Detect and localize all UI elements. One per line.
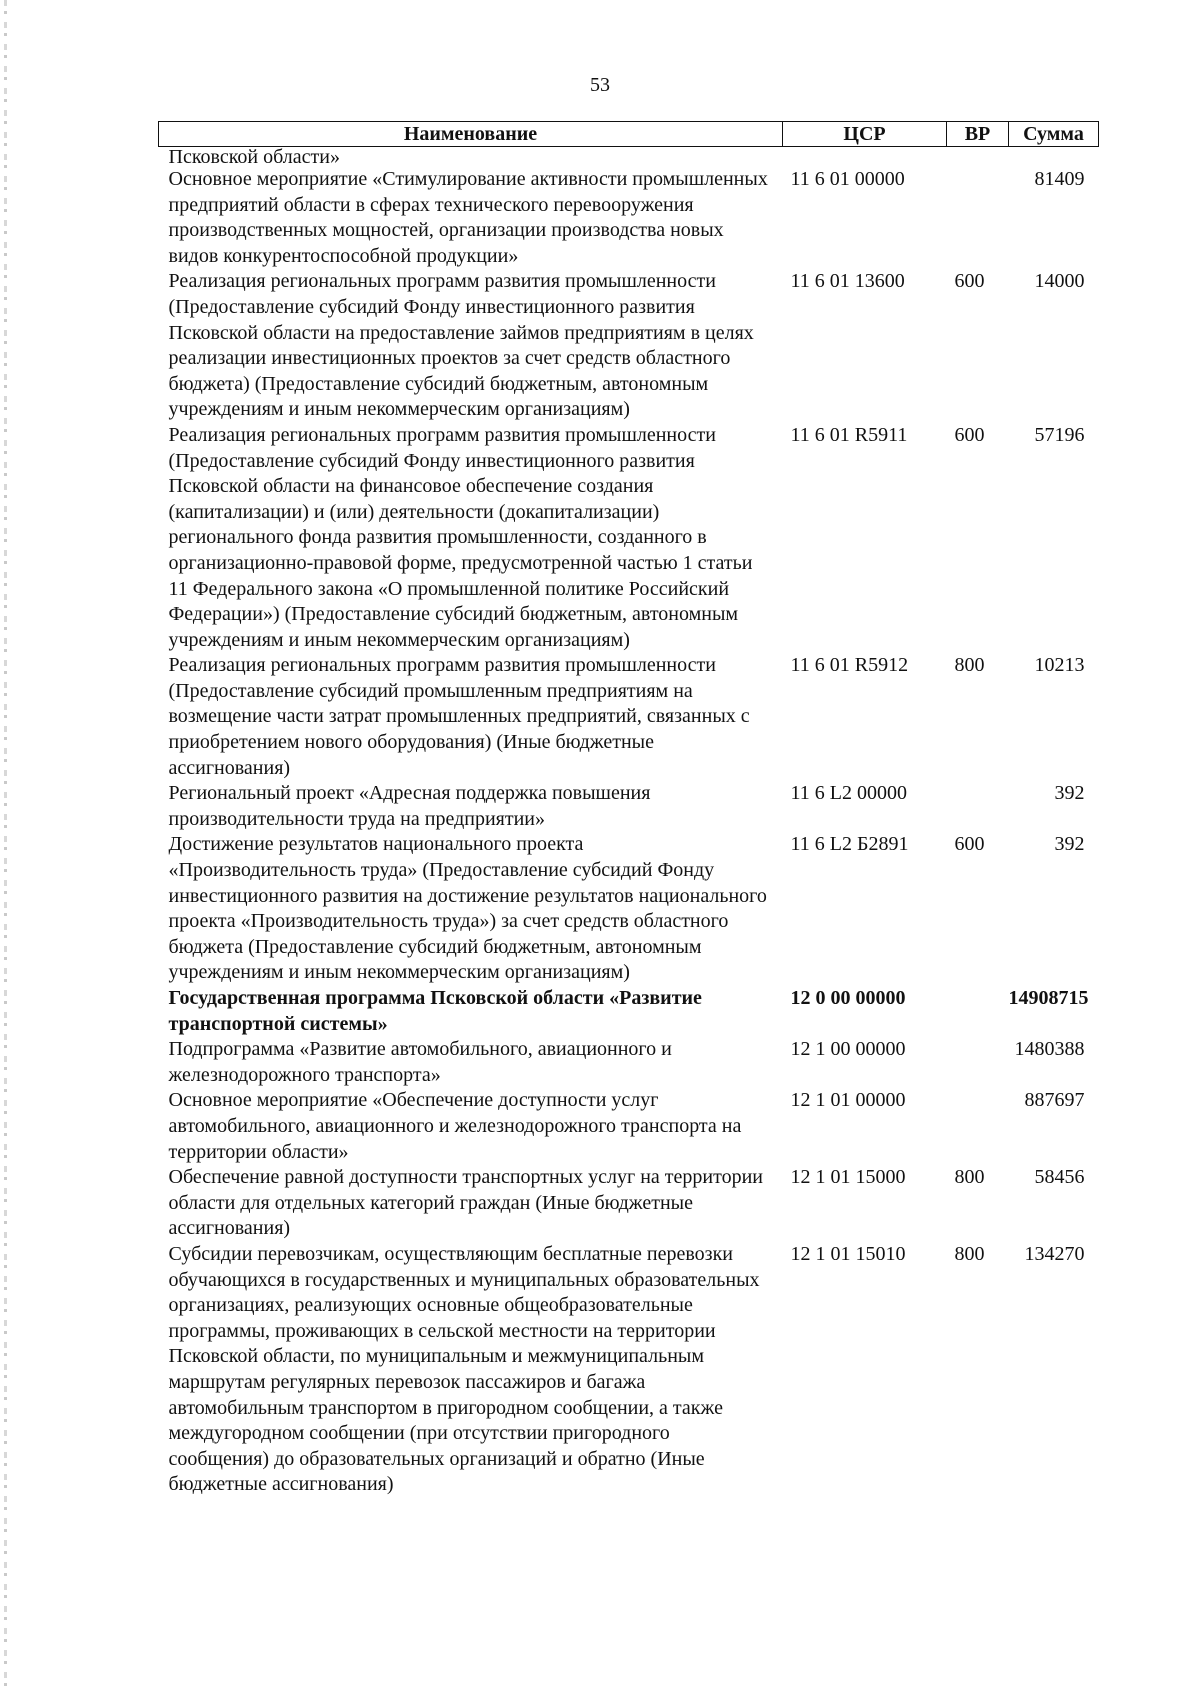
row-sum: 10213 [1034,654,1085,677]
table-row [159,653,1099,781]
row-sum: 134270 [1024,1242,1085,1265]
table-row [159,1037,1099,1088]
row-name: Реализация региональных программ развития промышленности (Предоставление субсидий Фонду инвестиционного развития Псковской области на предоставление займов предприятиям в целях реализации инвестиционных проектов за счет средств областного бюджета) (Предоставление субсидий бюджетным, автономным учреждениям и иным некоммерческим организациям) [168,270,754,421]
row-name: Обеспечение равной доступности транспортных услуг на территории области для отдельных категорий граждан (Иные бюджетные ассигнования) [168,1166,763,1240]
table-row [159,269,1099,423]
table-row [159,1242,1099,1498]
header-vr: ВР [947,122,1009,147]
table-header-row [159,122,1099,147]
row-vr: 600 [954,270,985,293]
row-vr: 800 [954,654,985,677]
row-name: Достижение результатов национального проекта «Производительность труда» (Предоставление субсидий Фонду инвестиционного развития на достижение результатов национального проекта «Производительность труда») за счет средств областного бюджета (Предоставление субсидий бюджетным, автономным учреждениям и иным некоммерческим организациям) [168,833,767,984]
table-row [159,167,1099,269]
row-name: Основное мероприятие «Обеспечение доступности услуг автомобильного, авиационного и железнодорожного транспорта на территории области» [168,1089,742,1163]
row-csr: 11 6 01 R5912 [790,654,909,677]
row-csr: 11 6 01 00000 [790,168,905,190]
row-csr: 12 1 01 00000 [790,1089,906,1112]
row-vr [947,167,1009,269]
row-sum: 14908715 [1008,987,1089,1009]
row-csr: 11 6 01 13600 [790,270,905,293]
row-name: Региональный проект «Адресная поддержка повышения производительности труда на предприятии» [168,782,651,830]
row-sum: 1480388 [1014,1038,1085,1061]
row-vr: 600 [954,833,985,856]
row-sum: 14000 [1034,270,1085,293]
table-row [159,1165,1099,1242]
row-vr: 600 [954,423,985,446]
row-csr: 12 1 01 15010 [790,1242,906,1265]
row-csr: 11 6 01 R5911 [790,423,908,446]
table-row [159,423,1099,653]
row-sum: 81409 [1034,168,1085,190]
row-sum: 58456 [1034,1166,1085,1189]
row-csr: 12 0 00 00000 [790,987,906,1009]
scan-edge [4,0,7,1686]
row-name: Основное мероприятие «Стимулирование активности промышленных предприятий области в сферах технического перевооружения производственных мощностей, организации производства новых видов конкурентоспособной продукции» [168,168,768,267]
budget-table [158,121,1099,1498]
row-vr [947,986,1009,1037]
row-vr [947,1037,1009,1088]
row-vr [947,1088,1009,1165]
row-name: Реализация региональных программ развития промышленности (Предоставление субсидий промышленным предприятиям на возмещение части затрат промышленных предприятий, связанных с приобретением нового оборудования) (Иные бюджетные ассигнования) [168,654,750,779]
row-csr: 11 6 L2 00000 [790,782,907,805]
row-sum: 392 [1054,833,1085,856]
row-name: Подпрограмма «Развитие автомобильного, авиационного и железнодорожного транспорта» [168,1038,672,1086]
row-sum: 57196 [1034,423,1085,446]
row-sum: 887697 [1024,1089,1085,1112]
row-csr: 12 1 00 00000 [790,1038,906,1061]
table-row [159,1088,1099,1165]
table-row [159,832,1099,986]
row-name: Субсидии перевозчикам, осуществляющим бесплатные перевозки обучающихся в государственных и муниципальных образовательных организациях, реализующих основные общеобразовательные программы, проживающих в сельской местности на территории Псковской области, по муниципальным и межмуниципальным маршрутам регулярных перевозок пассажиров и багажа автомобильным транспортом в пригородном сообщении, а также междугородном сообщении (при отсутствии пригородного сообщения) до образовательных организаций и обратно (Иные бюджетные ассигнования) [168,1242,760,1496]
row-name: Реализация региональных программ развития промышленности (Предоставление субсидий Фонду инвестиционного развития Псковской области на финансовое обеспечение создания (капитализации) и (или) деятельности (докапитализации) регионального фонда развития промышленности, созданного в организационно-правовой форме, предусмотренной частью 1 статьи 11 Федерального закона «О промышленной политике Российский Федерации») (Предоставление субсидий бюджетным, автономным учреждениям и иным некоммерческим организациям) [168,423,753,651]
row-sum: 392 [1054,782,1085,805]
table-row [159,781,1099,832]
row-vr [947,781,1009,832]
header-csr: ЦСР [783,122,947,147]
continuation-row [159,147,1099,168]
header-sum: Сумма [1009,122,1099,147]
page-number: 53 [590,74,610,96]
header-name: Наименование [159,122,783,147]
row-csr: 11 6 L2 Б2891 [790,833,909,856]
table-row-program [159,986,1099,1037]
row-name: Государственная программа Псковской области «Развитие транспортной системы» [168,987,702,1035]
row-vr: 800 [954,1166,985,1189]
continuation-text: Псковской области» [168,146,340,168]
row-csr: 12 1 01 15000 [790,1166,906,1189]
row-vr: 800 [954,1242,985,1265]
